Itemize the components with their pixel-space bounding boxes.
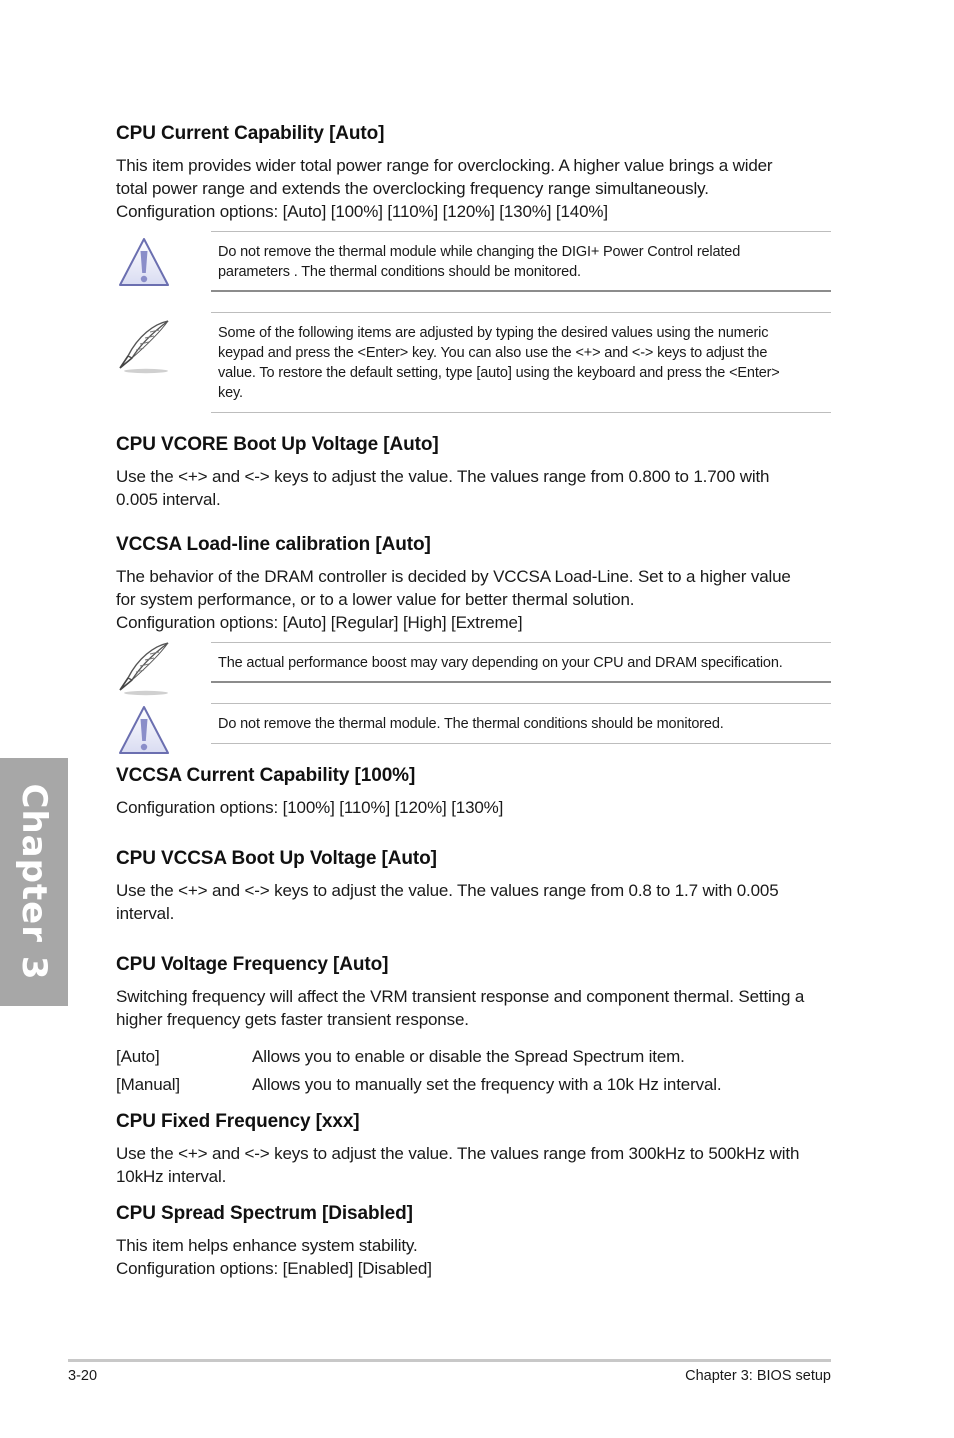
note-text-line: Do not remove the thermal module. The thermal conditions should be monitored. — [218, 716, 724, 732]
section-text-line: total power range and extends the overclocking frequency range simultaneously. — [116, 179, 709, 198]
section-text-line: This item provides wider total power range for overclocking. A higher value brings a wider — [116, 156, 773, 175]
option-row — [116, 1073, 832, 1101]
section-cpu-spread-spectrum — [116, 1203, 832, 1280]
section-title: CPU Voltage Frequency [Auto] — [116, 954, 389, 975]
chapter-tab-label: Chapter 3 — [14, 783, 54, 981]
chapter-tab — [0, 758, 68, 1006]
section-title: CPU Spread Spectrum [Disabled] — [116, 1203, 413, 1224]
section-text-line: Use the <+> and <-> keys to adjust the value. The values range from 300kHz to 500kHz with — [116, 1144, 800, 1163]
section-cpu-current-capability — [116, 123, 832, 223]
section-text-line: Configuration options: [Enabled] [Disabled] — [116, 1259, 432, 1278]
section-text-line: Configuration options: [100%] [110%] [120%] [130%] — [116, 798, 504, 817]
section-text-line: Configuration options: [Auto] [100%] [110%] [120%] [130%] [140%] — [116, 202, 608, 221]
section-cpu-vccsa-boot — [116, 848, 832, 925]
section-title: CPU VCCSA Boot Up Voltage [Auto] — [116, 848, 437, 869]
option-key: [Auto] — [116, 1047, 160, 1066]
section-text-line: Use the <+> and <-> keys to adjust the value. The values range from 0.800 to 1.700 with — [116, 467, 770, 486]
section-cpu-vcore-boot — [116, 434, 832, 511]
note-text-line: The actual performance boost may vary depending on your CPU and DRAM specification. — [218, 655, 783, 671]
section-text-line: Use the <+> and <-> keys to adjust the value. The values range from 0.8 to 1.7 with 0.005 — [116, 881, 779, 900]
note-text-line: keypad and press the <Enter> key. You can also use the <+> and <-> keys to adjust the — [218, 345, 768, 361]
page-number: 3-20 — [68, 1368, 98, 1384]
note-text-line: parameters . The thermal conditions should be monitored. — [218, 264, 581, 280]
warning-icon — [116, 235, 172, 291]
section-text-line: interval. — [116, 904, 175, 923]
section-title: VCCSA Current Capability [100%] — [116, 765, 416, 786]
note-text-line: value. To restore the default setting, type [auto] using the keyboard and press the <Enter> — [218, 365, 780, 381]
info-note-box — [211, 642, 831, 683]
note-text-line: Some of the following items are adjusted by typing the desired values using the numeric — [218, 325, 769, 341]
section-text-line: for system performance, or to a lower value for better thermal solution. — [116, 590, 635, 609]
section-text-line: higher frequency gets faster transient response. — [116, 1010, 469, 1029]
section-text-line: 10kHz interval. — [116, 1167, 227, 1186]
section-text-line: This item helps enhance system stability. — [116, 1236, 418, 1255]
section-vccsa-loadline — [116, 534, 832, 634]
footer-chapter-label: Chapter 3: BIOS setup — [685, 1368, 831, 1384]
section-title: CPU Fixed Frequency [xxx] — [116, 1111, 360, 1132]
warning-note-box — [211, 703, 831, 744]
option-key: [Manual] — [116, 1075, 181, 1094]
footer-divider — [68, 1359, 831, 1362]
feather-pen-icon — [116, 318, 172, 374]
section-text-line: Switching frequency will affect the VRM transient response and component thermal. Setting a — [116, 987, 805, 1006]
section-text-line: The behavior of the DRAM controller is decided by VCCSA Load-Line. Set to a higher value — [116, 567, 791, 586]
warning-note-box — [211, 231, 831, 292]
section-cpu-voltage-frequency — [116, 954, 832, 1101]
section-vccsa-current — [116, 765, 832, 819]
section-title: CPU VCORE Boot Up Voltage [Auto] — [116, 434, 439, 455]
note-text-line: key. — [218, 385, 243, 401]
feather-pen-icon — [116, 640, 172, 696]
info-note-box — [211, 312, 831, 413]
section-title: CPU Current Capability [Auto] — [116, 123, 385, 144]
warning-icon — [116, 703, 172, 759]
option-row — [116, 1045, 832, 1073]
section-text-line: 0.005 interval. — [116, 490, 221, 509]
option-description: Allows you to manually set the frequency with a 10k Hz interval. — [252, 1075, 722, 1094]
section-title: VCCSA Load-line calibration [Auto] — [116, 534, 431, 555]
note-text-line: Do not remove the thermal module while changing the DIGI+ Power Control related — [218, 244, 741, 260]
option-description: Allows you to enable or disable the Spread Spectrum item. — [252, 1047, 685, 1066]
section-cpu-fixed-frequency — [116, 1111, 832, 1188]
section-text-line: Configuration options: [Auto] [Regular] [High] [Extreme] — [116, 613, 523, 632]
